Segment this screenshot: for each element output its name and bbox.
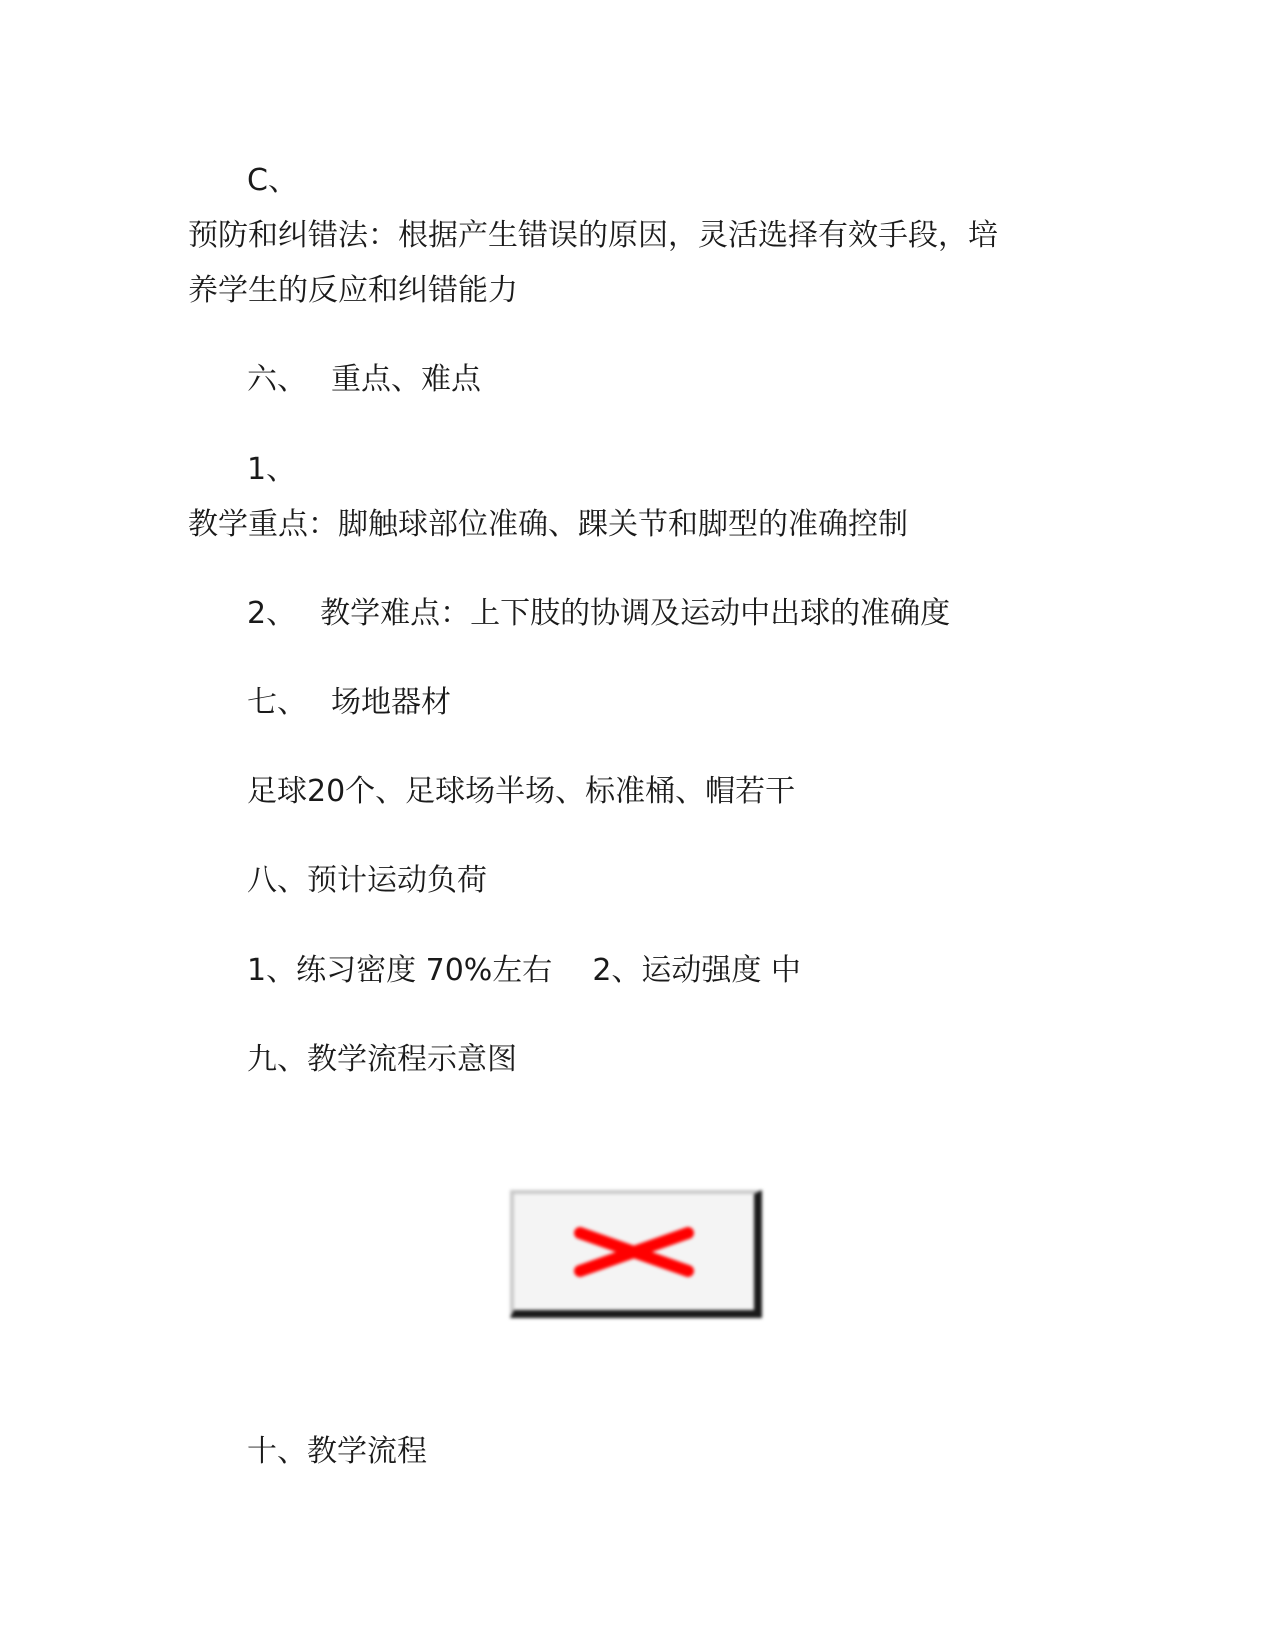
section-8-heading: 八、预计运动负荷 — [247, 863, 487, 898]
item-1-label: 1、 — [247, 452, 297, 487]
item-c-text-line2: 养学生的反应和纠错能力 — [188, 273, 518, 308]
section-6-heading — [247, 362, 481, 398]
load-line — [247, 953, 801, 989]
section-9-heading: 九、教学流程示意图 — [247, 1042, 517, 1077]
item-2-text: 教学难点：上下肢的协调及运动中出球的准确度 — [320, 596, 951, 631]
section-7-title: 场地器材 — [331, 685, 451, 720]
section-7-heading — [247, 685, 451, 721]
item-c-text-line1: 预防和纠错法：根据产生错误的原因，灵活选择有效手段，培 — [188, 218, 998, 253]
load-intensity: 2、运动强度 中 — [592, 953, 801, 988]
broken-image-placeholder — [510, 1190, 762, 1318]
red-x-icon — [574, 1227, 694, 1277]
item-2-line — [247, 596, 950, 632]
item-2-label: 2、 — [247, 596, 297, 631]
equipment-text: 足球20个、足球场半场、标准桶、帽若干 — [247, 774, 796, 809]
load-density: 1、练习密度 70%左右 — [247, 953, 553, 988]
item-1-text: 教学重点：脚触球部位准确、踝关节和脚型的准确控制 — [188, 507, 908, 542]
section-10-heading: 十、教学流程 — [247, 1434, 427, 1469]
section-6-title: 重点、难点 — [331, 362, 481, 397]
section-7-number: 七、 — [247, 685, 307, 720]
item-c-label: C、 — [247, 163, 298, 198]
section-6-number: 六、 — [247, 362, 307, 397]
